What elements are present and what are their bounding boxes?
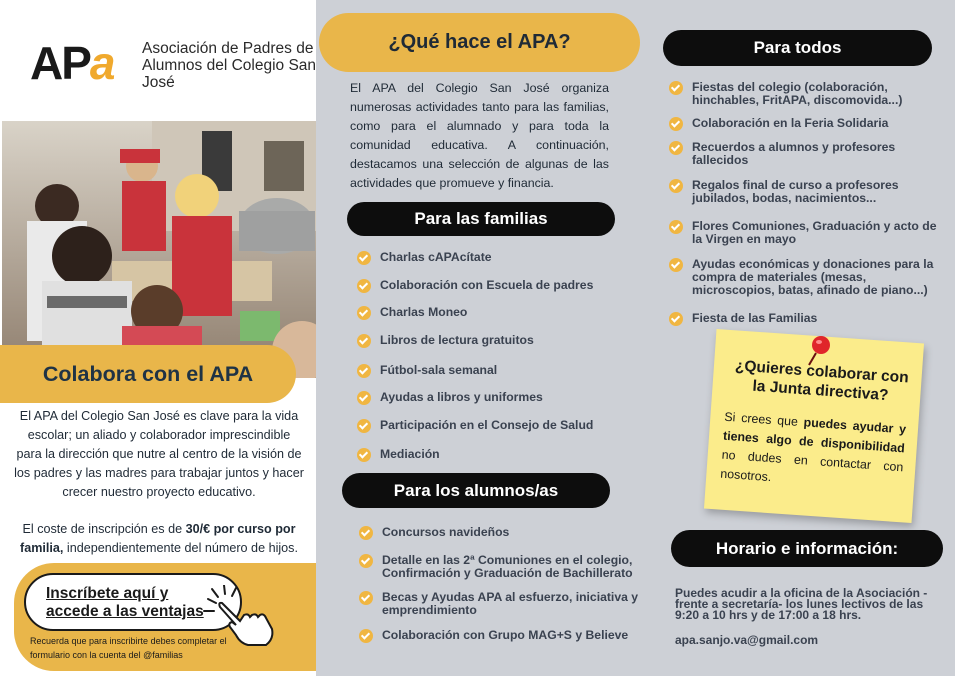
list-item [359,554,639,580]
list-item [359,629,628,643]
check-icon [359,591,373,605]
list-item [357,364,497,378]
check-icon [669,141,683,155]
sticky-body-bold: puedes ayudar y tienes algo de disponibilidad [722,415,907,456]
list-item-label: Ayudas económicas y donaciones para la compra de materiales (mesas, microscopios, batas, afinado de piano...) [692,257,934,297]
list-item [357,306,467,320]
list-item [357,334,534,348]
list-item [669,220,939,246]
check-icon [359,554,373,568]
list-item-label: Libros de lectura gratuitos [380,333,534,347]
list-item-label: Regalos final de curso a profesores jubilados, bodas, nacimientos... [692,178,899,205]
inscribe-panel [14,563,316,671]
list-item-label: Mediación [380,447,440,461]
sticky-note-body [720,408,907,497]
list-item-label: Ayudas a libros y uniformes [380,390,543,404]
check-icon [669,258,683,272]
todos-header [663,30,932,66]
list-item [669,179,939,205]
check-icon [357,448,371,462]
fee-suffix: independientemente del número de hijos. [63,541,298,555]
check-icon [669,220,683,234]
list-item [357,251,492,265]
list-item-label: Charlas cAPAcítate [380,250,492,264]
check-icon [357,334,371,348]
check-icon [357,391,371,405]
check-icon [669,312,683,326]
check-icon [359,629,373,643]
sticky-note-title: ¿Quieres colaborar con la Junta directiva? [734,357,910,405]
inscribe-note: Recuerda que para inscribirte debes completar el formulario con la cuenta del @familias [30,636,227,660]
que-hace-header [319,13,640,72]
list-item-label: Fiestas del colegio (colaboración, hinchables, FritAPA, discomovida...) [692,80,903,107]
horario-title: Horario e información: [715,538,899,558]
todos-title: Para todos [753,38,842,57]
list-item-label: Colaboración en la Feria Solidaria [692,116,889,130]
list-item-label: Flores Comuniones, Graduación y acto de la Virgen en mayo [692,219,937,246]
colabora-description: El APA del Colegio San José es clave para la vida escolar; un aliado y colaborador imprescindible para la dirección que nutre al centro de la visión de los padres y las madres para trabajar juntos y hacer crecer nuestro proyecto educativo. [14,409,304,499]
colabora-title: Colabora con el APA [42,361,254,386]
list-item [669,81,939,107]
list-item-label: Charlas Moneo [380,305,468,319]
association-name: Asociación de Padres de Alumnos del Colegio San José [142,40,317,91]
fee-info [14,520,304,558]
list-item-label: Participación en el Consejo de Salud [380,418,594,432]
que-hace-title: ¿Qué hace el APA? [388,31,571,53]
check-icon [669,179,683,193]
familias-header [347,202,615,236]
familias-title: Para las familias [414,209,548,228]
list-item-label: Concursos navideños [382,525,510,539]
list-item-label: Fútbol-sala semanal [380,363,498,377]
list-item-label: Colaboración con Grupo MAG+S y Believe [382,628,629,642]
check-icon [669,117,683,131]
list-item [357,448,440,462]
que-hace-description: El APA del Colegio San José organiza numerosas actividades tanto para las familias, como para el alumnado y para toda la comunidad educativa. A continuación, destacamos una selección de algunas de las actividades que promueve y financia. [350,81,609,190]
list-item-label: Becas y Ayudas APA al esfuerzo, iniciativa y emprendimiento [382,590,639,617]
list-item-label: Fiesta de las Familias [692,311,818,325]
colabora-header [0,345,296,403]
contact-email-link[interactable]: apa.sanjo.va@gmail.com [675,633,819,647]
alumnos-title: Para los alumnos/as [393,480,559,500]
horario-header [671,530,943,567]
list-item [357,419,593,433]
list-item [669,312,817,326]
list-item [669,258,939,297]
apa-logo [30,37,317,91]
check-icon [359,526,373,540]
apa-logo-mark: APa [30,37,114,89]
check-icon [357,251,371,265]
sticky-body-start: Si crees que [723,409,805,430]
horario-description: Puedes acudir a la oficina de la Asociación -frente a secretaría- los lunes lectivos de las 9:20 a 10 hrs y de 17:00 a 18 hrs. [675,586,928,622]
list-item [357,279,593,293]
alumnos-header [342,473,610,508]
list-item [359,526,509,540]
check-icon [357,364,371,378]
fee-prefix: El coste de inscripción es de [22,522,186,536]
list-item-label: Colaboración con Escuela de padres [380,278,594,292]
check-icon [357,419,371,433]
sticky-body-end: no dudes en contactar con nosotros. [719,447,904,485]
list-item [669,117,888,131]
left-column [0,0,316,676]
check-icon [669,81,683,95]
check-icon [357,279,371,293]
inscribe-button-label[interactable]: Inscríbete aquí y accede a las ventajas [46,585,204,620]
list-item-label: Recuerdos a alumnos y profesores fallecidos [692,140,896,167]
list-item [357,391,543,405]
volunteers-photo [2,121,316,378]
list-item-label: Detalle en las 2ª Comuniones en el colegio, Confirmación y Graduación de Bachillerato [382,553,633,580]
push-pin-icon [806,333,836,367]
list-item [359,591,639,617]
check-icon [357,306,371,320]
list-item [669,141,939,167]
fee-amount: 30/€ por curso por familia, [20,522,296,555]
